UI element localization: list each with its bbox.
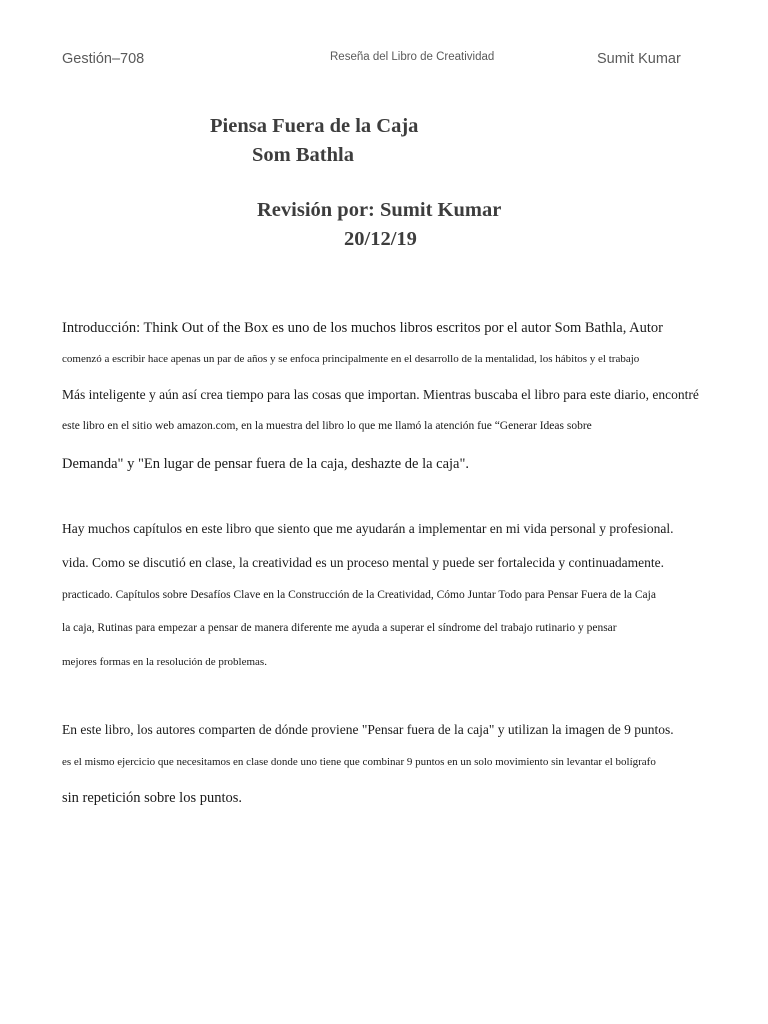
book-author: Som Bathla: [252, 144, 354, 166]
text-line: la caja, Rutinas para empezar a pensar de manera diferente me ayuda a superar el síndrome del trabajo rutinario y pensar: [62, 622, 617, 634]
text-line: Demanda" y "En lugar de pensar fuera de la caja, deshazte de la caja".: [62, 456, 470, 472]
text-line: mejores formas en la resolución de problemas.: [62, 656, 267, 668]
text-line: comenzó a escribir hace apenas un par de años y se enfoca principalmente en el desarrollo de la mentalidad, los hábitos y el trabajo: [62, 353, 640, 365]
text-line: practicado. Capítulos sobre Desafíos Clave en la Construcción de la Creatividad, Cómo Juntar Todo para Pensar Fuera de la Caja: [62, 589, 656, 601]
book-title: Piensa Fuera de la Caja: [210, 115, 419, 137]
text-line: Hay muchos capítulos en este libro que siento que me ayudarán a implementar en mi vida personal y profesional.: [62, 521, 674, 536]
text-line: En este libro, los autores comparten de dónde proviene "Pensar fuera de la caja" y utilizan la imagen de 9 puntos.: [62, 722, 674, 737]
reviewer-line: Revisión por: Sumit Kumar: [257, 199, 502, 221]
review-date: 20/12/19: [344, 228, 417, 250]
text-line: es el mismo ejercicio que necesitamos en clase donde uno tiene que combinar 9 puntos en un solo movimiento sin levantar el bolígrafo: [62, 756, 656, 768]
text-line: vida. Como se discutió en clase, la creatividad es un proceso mental y puede ser fortalecida y continuadamente.: [62, 555, 665, 570]
text-line: Introducción: Think Out of the Box es uno de los muchos libros escritos por el autor Som Bathla, Autor: [62, 320, 663, 336]
text-line: sin repetición sobre los puntos.: [62, 790, 243, 806]
course-code: Gestión–708: [62, 51, 145, 67]
document-subject: Reseña del Libro de Creatividad: [330, 51, 495, 63]
text-line: este libro en el sitio web amazon.com, en la muestra del libro lo que me llamó la atención fue “Generar Ideas sobre: [62, 420, 592, 432]
author-name: Sumit Kumar: [597, 51, 681, 67]
text-line: Más inteligente y aún así crea tiempo para las cosas que importan. Mientras buscaba el libro para este diario, encontré: [62, 387, 699, 402]
